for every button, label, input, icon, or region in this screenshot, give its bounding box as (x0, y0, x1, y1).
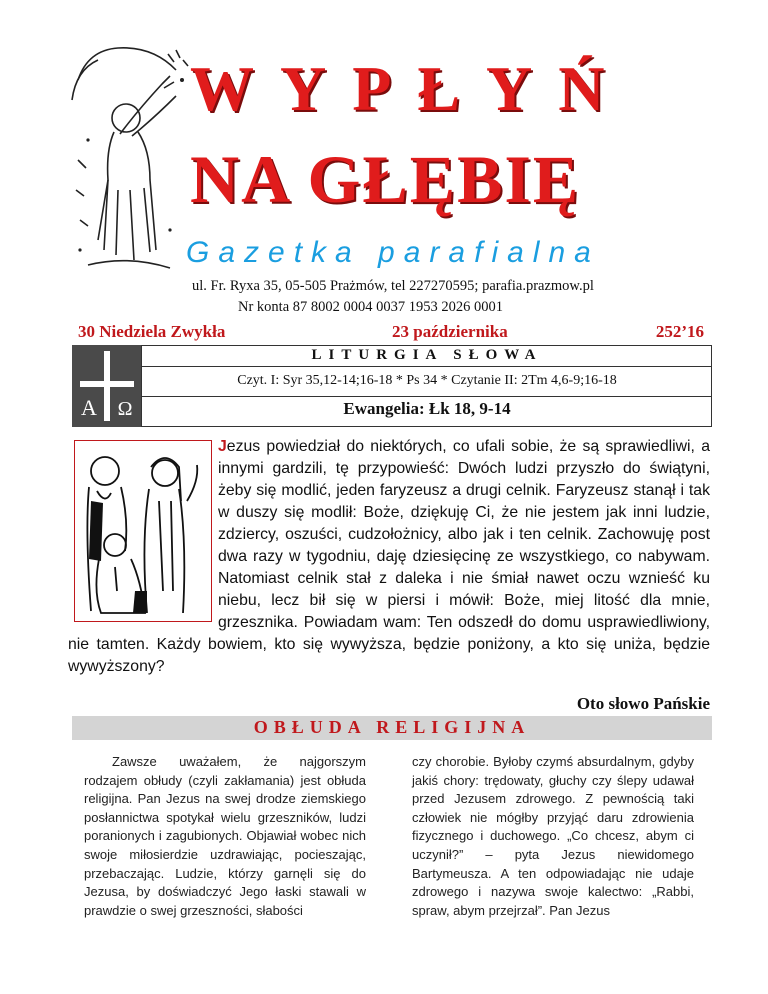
liturgical-sunday: 30 Niedziela Zwykła (78, 322, 226, 341)
parish-address: ul. Fr. Ryxa 35, 05-505 Prażmów, tel 227270595; parafia.prazmow.pl (192, 278, 594, 294)
article-title: OBŁUDA RELIGIJNA (253, 717, 531, 737)
masthead-title-line1: WYPŁYŃ (190, 53, 631, 124)
article-column-right: czy chorobie. Byłoby czymś absurdalnym, gdyby jakiś chory: trędowaty, głuchy czy ślepy udawał przed Jezusem zdrowego. Z pewnością taki człowiek nie mógłby przyjąć daru zdrowienia fizycznego i duchowego. „Co chcesz, abym ci uczynił?” – pyta Jezus niewidomego Bartymeusza. A ten odpowiadając nie udaje zdrowego i nazywa swoje kalectwo: „Rabbi, spraw, abym przejrzał”. Pan Jezus (412, 754, 694, 918)
gospel-closing: Oto słowo Pańskie (576, 694, 710, 713)
gospel-reference: Ewangelia: Łk 18, 9-14 (343, 399, 511, 418)
masthead-title-line2: NA GŁĘBIĘ (190, 141, 581, 217)
alpha-omega-cross-icon (72, 345, 142, 427)
issue-number: 252’16 (655, 322, 704, 341)
liturgy-heading: LITURGIA SŁOWA (311, 347, 543, 363)
gospel-text (68, 436, 710, 678)
issue-date: 23 października (392, 322, 508, 341)
bank-account: Nr konta 87 8002 0004 0037 1953 2026 0001 (238, 299, 504, 315)
gospel-body: ezus powiedział do niektórych, co ufali sobie, że są sprawiedliwi, a innymi gardzili, tę przypowieść: Dwóch ludzi przyszło do świątyni, żeby się modlić, jeden faryzeusz a drugi celnik. Faryzeusz stanął i tak w duszy się modlił: Boże, dziękuję Ci, że nie jestem jak inni ludzie, zdziercy, oszuści, cudzołożnicy, albo jak i ten celnik. Zachowuję post dwa razy w tygodniu, daję dziesięcinę ze wszystkiego, co nabywam. Natomiast celnik stał z daleka i nie śmiał nawet oczu wznieść ku niebu, lecz bił się w piersi i mówił: Boże, miej litość dla mnie, grzesznika. Powiadam wam: Ten odszedł do domu usprawiedliwiony, nie tamten. Każdy bowiem, kto się wywyższa, będzie poniżony, a kto się uniża, będzie wywyższony? (68, 438, 710, 675)
masthead-subtitle: Gazetka parafialna (186, 236, 600, 269)
article-column-left: Zawsze uważałem, że najgorszym rodzajem obłudy (czyli zakłamania) jest obłuda religijna. Pan Jezus na swej drodze ziemskiego posłannictwa spotykał wielu grzeszników, ludzi poranionych i zagubionych. Objawiał wobec nich swoje miłosierdzie uzdrawiając, pocieszając, przebaczając. Ludzie, którzy garnęli się do Jezusa, by doświadczyć Jego łaski stawali w prawdzie o swej grzeszności, słabości (84, 754, 366, 918)
svg-text:Ω: Ω (117, 398, 133, 420)
praying-figure-illustration (58, 40, 198, 280)
readings-list: Czyt. I: Syr 35,12-14;16-18 * Ps 34 * Czytanie II: 2Tm 4,6-9;16-18 (237, 373, 617, 388)
drop-initial: J (218, 438, 227, 455)
issue-info-bar (72, 320, 712, 344)
svg-text:A: A (81, 395, 97, 420)
